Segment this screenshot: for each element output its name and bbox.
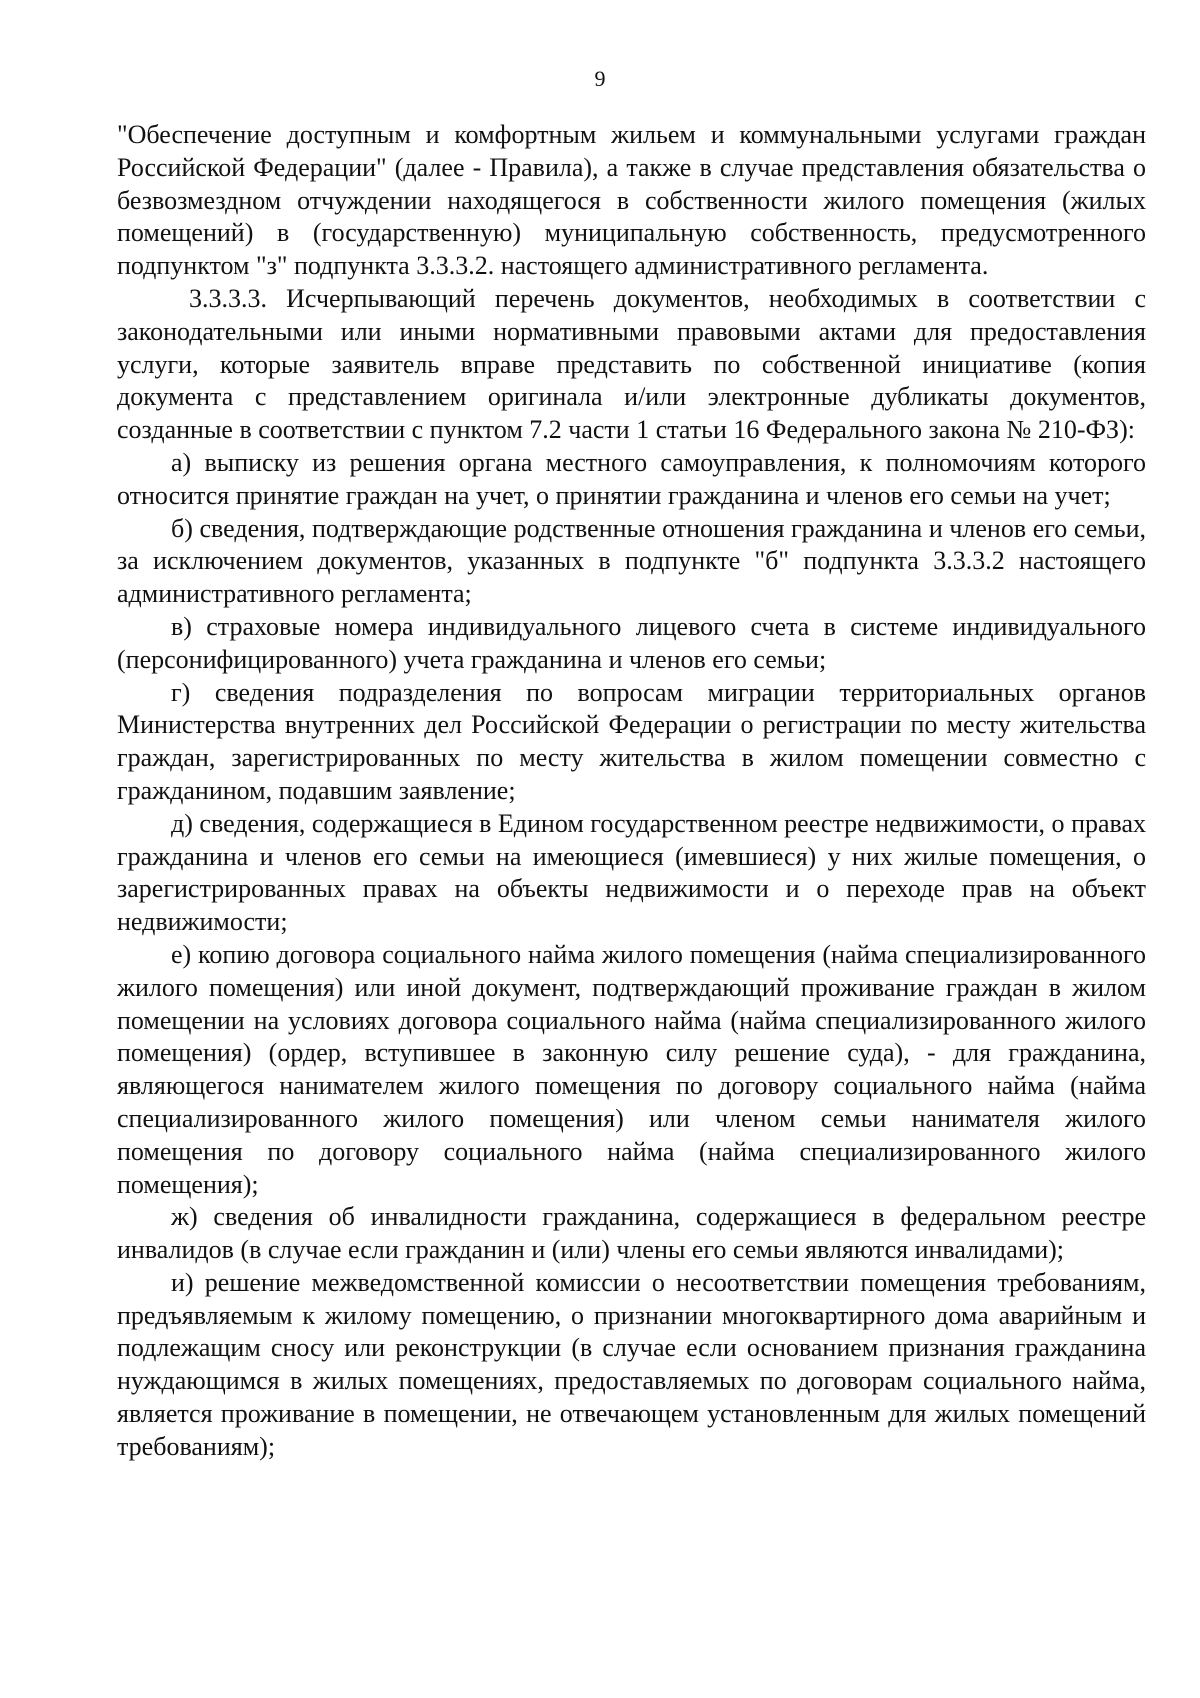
paragraph-continuation: "Обеспечение доступным и комфортным жильем и коммунальными услугами граждан Российской Федерации" (далее - Правила), а также в случае представления обязательства о безвозмездном отчуждении находящегося в собственности жилого помещения (жилых помещений) в (государственную) муниципальную собственность, предусмотренного подпунктом "з" подпункта 3.3.3.2. настоящего административного регламента. bbox=[117, 120, 1146, 281]
list-item-d: д) сведения, содержащиеся в Едином государственном реестре недвижимости, о правах гражданина и членов его семьи на имеющиеся (имевшиеся) у них жилые помещения, о зарегистрированных правах на объекты недвижимости и о переходе прав на объект недвижимости; bbox=[117, 808, 1146, 937]
list-item-zh: ж) сведения об инвалидности гражданина, содержащиеся в федеральном реестре инвалидов (в случае если гражданин и (или) члены его семьи являются инвалидами); bbox=[117, 1202, 1146, 1265]
list-item-e: е) копию договора социального найма жилого помещения (найма специализированного жилого помещения) или иной документ, подтверждающий проживание граждан в жилом помещении на условиях договора социального найма (найма специализированного жилого помещения) (ордер, вступившее в законную силу решение суда), - для гражданина, являющегося нанимателем жилого помещения по договору социального найма (найма специализированного жилого помещения) или членом семьи нанимателя жилого помещения по договору социального найма (найма специализированного жилого помещения); bbox=[117, 939, 1146, 1199]
page-number: 9 bbox=[594, 66, 606, 91]
list-item-v: в) страховые номера индивидуального лицевого счета в системе индивидуального (персонифицированного) учета гражданина и членов его семьи; bbox=[117, 611, 1146, 674]
document-body bbox=[117, 119, 1146, 1464]
list-item-g: г) сведения подразделения по вопросам миграции территориальных органов Министерства внутренних дел Российской Федерации о регистрации по месту жительства граждан, зарегистрированных по месту жительства в жилом помещении совместно с гражданином, подавшим заявление; bbox=[117, 677, 1146, 805]
list-item-a: а) выписку из решения органа местного самоуправления, к полномочиям которого относится принятие граждан на учет, о принятии гражданина и членов его семьи на учет; bbox=[117, 447, 1146, 510]
list-item-i: и) решение межведомственной комиссии о несоответствии помещения требованиям, предъявляемым к жилому помещению, о признании многоквартирного дома аварийным и подлежащим сносу или реконструкции (в случае если основанием признания гражданина нуждающимся в жилых помещениях, предоставляемых по договорам социального найма, является проживание в помещении, не отвечающем установленным для жилых помещений требованиям); bbox=[117, 1267, 1146, 1461]
list-item-b: б) сведения, подтверждающие родственные отношения гражданина и членов его семьи, за исключением документов, указанных в подпункте "б" подпункта 3.3.3.2 настоящего административного регламента; bbox=[117, 513, 1146, 609]
paragraph-3-3-3-3: 3.3.3.3. Исчерпывающий перечень документов, необходимых в соответствии с законодательными или иными нормативными правовыми актами для предоставления услуги, которые заявитель вправе представить по собственной инициативе (копия документа с представлением оригинала и/или электронные дубликаты документов, созданные в соответствии с пунктом 7.2 части 1 статьи 16 Федерального закона № 210-ФЗ): bbox=[117, 283, 1146, 445]
